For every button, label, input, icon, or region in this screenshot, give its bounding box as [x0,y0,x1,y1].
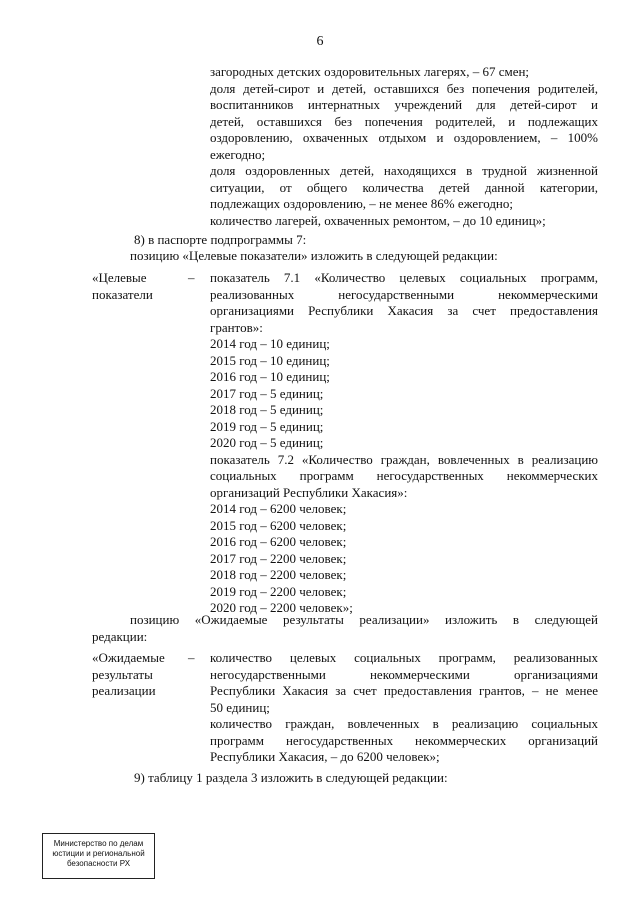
result-line: программ негосударственных некоммерческих организаций [210,732,598,748]
indicator-7-2-year: 2014 год – 6200 человек; [210,501,347,516]
item-8 [134,232,604,249]
indicator-7-2-line: показатель 7.2 «Количество граждан, вовлеченных в реализацию [210,451,598,467]
indicator-7-1-year: 2015 год – 10 единиц; [210,352,330,368]
indicator-7-1-year: 2019 год – 5 единиц; [210,418,324,434]
results-label-line: результаты [92,666,153,682]
item-9-text: 9) таблицу 1 раздела 3 изложить в следующей редакции: [134,770,448,785]
indicator-7-2-line: социальных программ негосударственных некоммерческих [210,468,598,483]
indicator-7-1-line: грантов»: [210,319,263,335]
targets-dash: – [188,270,195,285]
intro-line: оздоровлению, охваченных отдыхом и оздоровлением, – 100% [210,130,598,145]
page-number: 6 [316,34,324,49]
result-line: негосударственными некоммерческими организациями [210,666,598,682]
indicator-7-1-year: 2017 год – 5 единиц; [210,385,324,401]
indicator-7-2-year: 2016 год – 6200 человек; [210,534,347,549]
indicator-7-1-year: 2014 год – 10 единиц; [210,336,330,351]
indicator-7-2-year: 2020 год – 2200 человек»; [210,600,353,615]
results-dash: – [188,650,195,665]
results-label [92,650,177,700]
targets-label-line: показатели [92,286,153,302]
indicator-7-2-line: организаций Республики Хакасия»: [210,484,408,500]
intro-line: ежегодно; [210,146,266,162]
targets-body [210,270,598,617]
stamp-line: юстиции и региональной [52,849,145,858]
stamp-line: Министерство по делам [53,839,144,848]
position-instruction-line: редакции: [92,628,148,644]
intro-line: количество лагерей, охваченных ремонтом, – до 10 единиц»; [210,212,546,228]
indicator-7-1-year: 2018 год – 5 единиц; [210,402,324,417]
indicator-7-1-year: 2016 год – 10 единиц; [210,369,330,384]
result-line: количество целевых социальных программ, реализованных [210,650,598,665]
result-line: 50 единиц; [210,699,270,715]
position-instruction-line: позицию «Ожидаемые результаты реализации» изложить в следующей [130,612,598,627]
indicator-7-2-year: 2017 год – 2200 человек; [210,550,347,566]
item-8-heading: 8) в паспорте подпрограммы 7: [134,232,307,247]
result-line: количество граждан, вовлеченных в реализацию социальных [210,716,598,731]
results-body [210,650,598,766]
intro-line: подлежащих оздоровлению, – не менее 86% ежегодно; [210,196,514,211]
targets-label [92,270,177,303]
indicator-7-2-year: 2018 год – 2200 человек; [210,567,347,582]
intro-line: загородных детских оздоровительных лагерях, – 67 смен; [210,64,530,79]
intro-block [210,64,598,229]
item-8-instruction-text: позицию «Целевые показатели» изложить в следующей редакции: [130,248,498,263]
intro-line: воспитанников интернатных учреждений для детей-сирот и [210,97,598,112]
indicator-7-2-year: 2019 год – 2200 человек; [210,583,347,599]
results-label-line: «Ожидаемые [92,650,165,665]
intro-line: доля оздоровленных детей, находящихся в трудной жизненной [210,163,598,178]
item-8-instruction [130,248,600,265]
result-line: Республики Хакасия за счет предоставления грантов, – не менее [210,683,598,698]
stamp-line: безопасности РХ [66,859,131,868]
targets-label-line: «Целевые [92,270,147,285]
intro-line: детей, оставшихся без попечения родителей, и подлежащих [210,113,598,129]
ministry-stamp [42,833,155,879]
indicator-7-1-line: реализованных негосударственными некоммерческими [210,286,598,302]
indicator-7-2-year: 2015 год – 6200 человек; [210,517,347,533]
results-label-line: реализации [92,683,156,698]
result-line: Республики Хакасия, – до 6200 человек»; [210,749,440,764]
intro-line: доля детей-сирот и детей, оставшихся без попечения родителей, [210,80,598,96]
indicator-7-1-line: показатель 7.1 «Количество целевых социальных программ, [210,270,598,285]
item-9 [134,770,604,787]
indicator-7-1-line: организациями Республики Хакасия за счет предоставления [210,303,598,318]
position-expected-results [92,612,598,645]
indicator-7-1-year: 2020 год – 5 единиц; [210,435,324,450]
intro-line: ситуации, от общего количества детей данной категории, [210,179,598,195]
